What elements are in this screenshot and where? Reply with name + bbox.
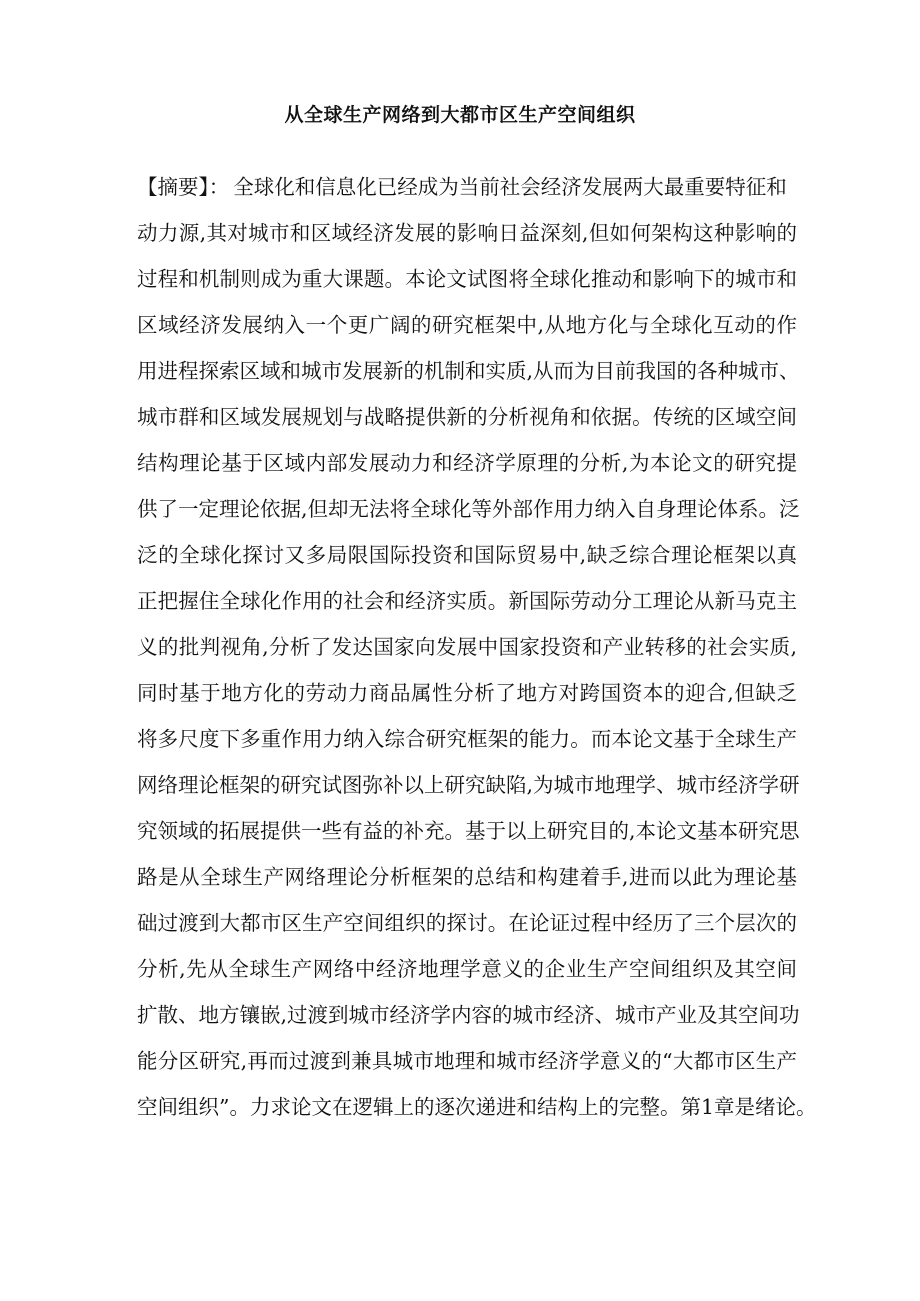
abstract-line: 区域经济发展纳入一个更广阔的研究框架中,从地方化与全球化互动的作 [137, 313, 797, 337]
abstract-line: 扩散、地方镶嵌,过渡到城市经济学内容的城市经济、城市产业及其空间功 [137, 1003, 800, 1027]
abstract-line: 用进程探索区域和城市发展新的机制和实质,从而为目前我国的各种城市、 [137, 359, 800, 383]
abstract-line: 究领域的拓展提供一些有益的补充。基于以上研究目的,本论文基本研究思 [137, 819, 800, 843]
abstract-line: 网络理论框架的研究试图弥补以上研究缺陷,为城市地理学、城市经济学研 [137, 773, 800, 797]
abstract-label: 【摘要】： [137, 175, 230, 199]
abstract-line: 结构理论基于区域内部发展动力和经济学原理的分析,为本论文的研究提 [137, 451, 797, 475]
abstract-line: 城市群和区域发展规划与战略提供新的分析视角和依据。传统的区域空间 [137, 405, 797, 429]
abstract-line: 将多尺度下多重作用力纳入综合研究框架的能力。而本论文基于全球生产 [137, 727, 797, 751]
abstract-line: 同时基于地方化的劳动力商品属性分析了地方对跨国资本的迎合,但缺乏 [137, 681, 797, 705]
abstract-line: 正把握住全球化作用的社会和经济实质。新国际劳动分工理论从新马克主 [137, 589, 797, 613]
abstract-line: 动力源,其对城市和区域经济发展的影响日益深刻,但如何架构这种影响的 [137, 221, 797, 245]
abstract-line: 能分区研究,再而过渡到兼具城市地理和城市经济学意义的“大都市区生产 [137, 1049, 797, 1073]
abstract-line: 供了一定理论依据,但却无法将全球化等外部作用力纳入自身理论体系。泛 [137, 497, 800, 521]
abstract-line: 础过渡到大都市区生产空间组织的探讨。在论证过程中经历了三个层次的 [137, 911, 797, 935]
abstract-line-text: 全球化和信息化已经成为当前社会经济发展两大最重要特征和 [233, 175, 787, 199]
abstract-line: 义的批判视角,分析了发达国家向发展中国家投资和产业转移的社会实质, [137, 635, 797, 659]
abstract-line: 过程和机制则成为重大课题。本论文试图将全球化推动和影响下的城市和 [137, 267, 797, 291]
page-title: 从全球生产网络到大都市区生产空间组织 [284, 104, 636, 126]
abstract-line [137, 164, 797, 210]
abstract-paragraph [137, 164, 817, 1130]
abstract-line: 分析,先从全球生产网络中经济地理学意义的企业生产空间组织及其空间 [137, 957, 797, 981]
abstract-line: 空间组织”。力求论文在逻辑上的逐次递进和结构上的完整。第1章是绪论。 [137, 1095, 817, 1119]
abstract-line: 泛的全球化探讨又多局限国际投资和国际贸易中,缺乏综合理论框架以真 [137, 543, 797, 567]
abstract-line: 路是从全球生产网络理论分析框架的总结和构建着手,进而以此为理论基 [137, 865, 797, 889]
